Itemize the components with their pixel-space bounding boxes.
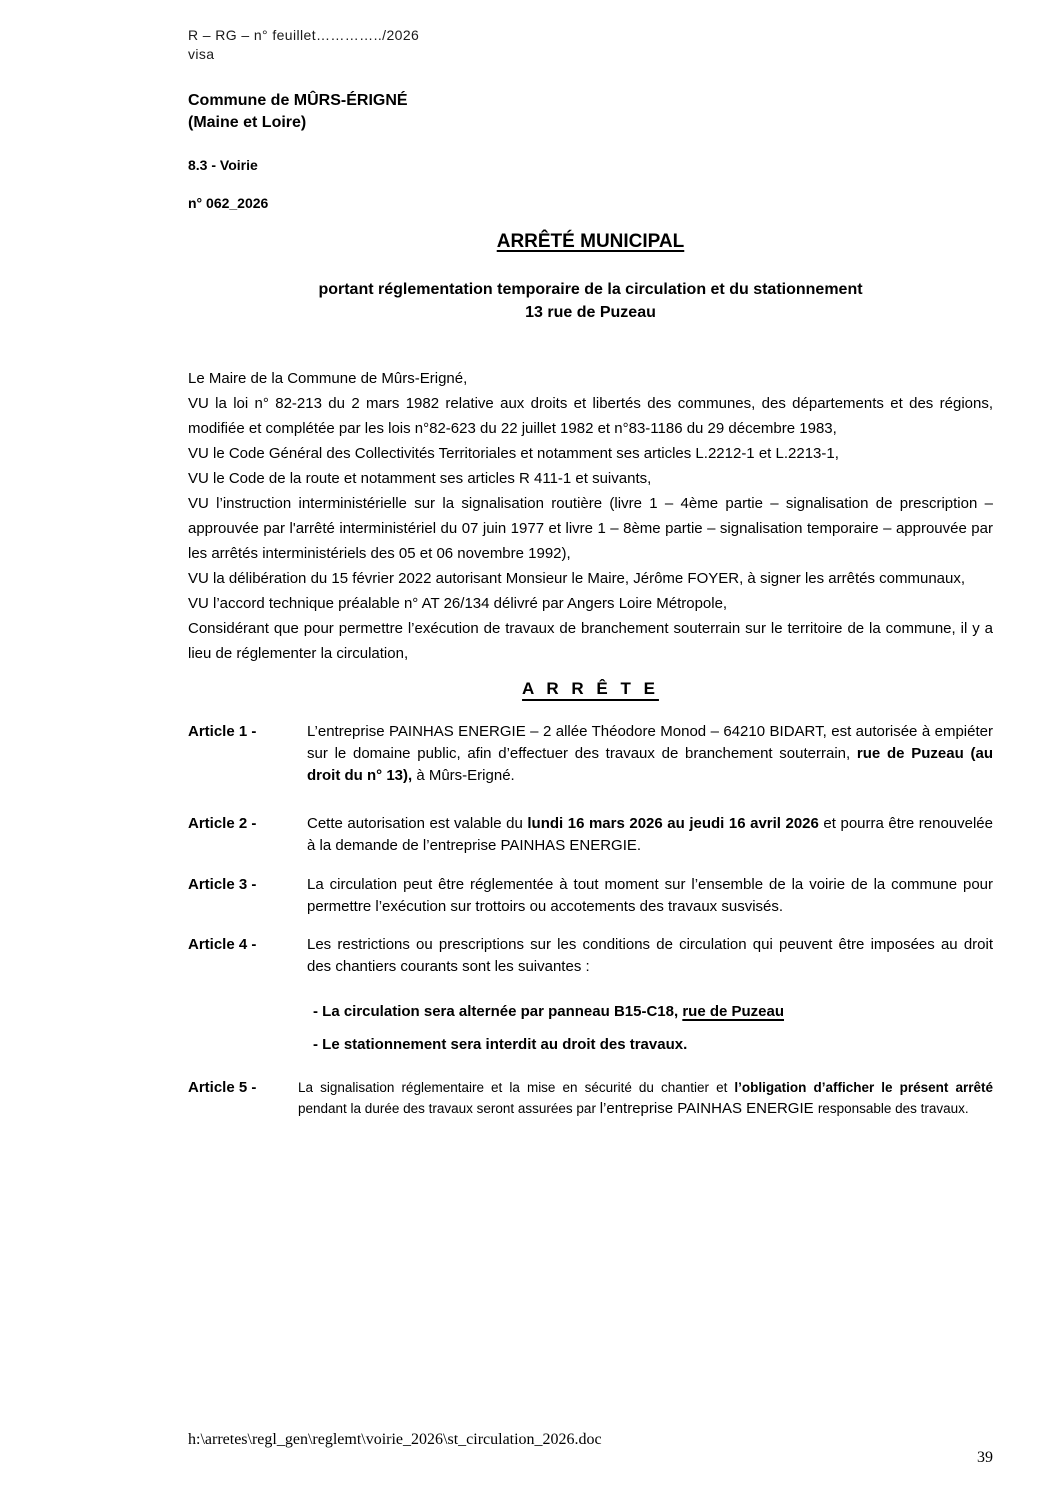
article-5-body xyxy=(298,1077,993,1119)
article-4-body xyxy=(307,934,993,1056)
bullet-1-street-underlined: rue de Puzeau xyxy=(682,1003,785,1020)
decree-subtitle xyxy=(188,278,993,324)
article-5-text-end: responsable des travaux. xyxy=(817,1101,969,1116)
subtitle-line-1: portant réglementation temporaire de la circulation et du stationnement xyxy=(318,281,863,298)
decree-number: n° 062_2026 xyxy=(188,195,269,211)
visa-label: visa xyxy=(188,46,215,62)
article-2 xyxy=(188,813,993,857)
article-4-label: Article 4 - xyxy=(188,936,257,953)
article-3-label: Article 3 - xyxy=(188,876,257,893)
footer-file-path: h:\arretes\regl_gen\reglemt\voirie_2026\st_circulation_2026.doc xyxy=(188,1431,602,1448)
preamble-intro: Le Maire de la Commune de Mûrs-Erigné, xyxy=(188,370,468,387)
department-name: (Maine et Loire) xyxy=(188,114,307,131)
vu-clause-accord-technique: VU l’accord technique préalable n° AT 26/134 délivré par Angers Loire Métropole, xyxy=(188,595,728,612)
article-2-text: Cette autorisation est valable du xyxy=(307,815,528,832)
article-4-text: Les restrictions ou prescriptions sur les conditions de circulation qui peuvent être imposées au droit des chantiers courants sont les suivantes : xyxy=(307,936,993,975)
article-5-text: La signalisation réglementaire et la mise en sécurité du chantier et xyxy=(298,1080,735,1095)
vu-clause-instruction: VU l’instruction interministérielle sur la signalisation routière (livre 1 – 4ème partie – signalisation de prescription – approuvée par l'arrêté interministériel du 07 juin 1977 et livre 1 – 8ème partie – signalisation temporaire – approuvée par les arrêtés interministériels des 05 et 06 novembre 1992), xyxy=(188,495,993,562)
page-number: 39 xyxy=(977,1449,993,1466)
commune-name: Commune de MÛRS-ÉRIGNÉ xyxy=(188,92,408,109)
decree-title xyxy=(188,230,993,254)
registry-reference-block xyxy=(188,0,993,64)
article-2-label: Article 2 - xyxy=(188,815,257,832)
considerant-clause: Considérant que pour permettre l’exécution de travaux de branchement souterrain sur le territoire de la commune, il y a lieu de réglementer la circulation, xyxy=(188,620,993,662)
bullet-circulation-alternee xyxy=(307,1001,993,1023)
article-5-text-mid: pendant la durée des travaux seront assurées par xyxy=(298,1101,600,1116)
preamble xyxy=(188,366,993,666)
article-1-label: Article 1 - xyxy=(188,723,257,740)
article-3 xyxy=(188,874,993,918)
article-2-body xyxy=(307,813,993,857)
decree-title-text: ARRÊTÉ MUNICIPAL xyxy=(496,231,685,252)
article-1-bold-street: rue de Puzeau (au droit du n° 13), xyxy=(307,745,993,784)
decree-heading xyxy=(188,678,993,700)
decree-heading-text: A R R Ê T E xyxy=(522,679,659,698)
vu-clause-code-route: VU le Code de la route et notamment ses articles R 411-1 et suivants, xyxy=(188,470,652,487)
document-content xyxy=(188,0,993,1119)
commune-block xyxy=(188,90,993,134)
article-1-text: L’entreprise PAINHAS ENERGIE – 2 allée Théodore Monod – 64210 BIDART, est autorisée à empiéter sur le domaine public, afin d’effectuer des travaux de branchement souterrain, xyxy=(307,723,993,762)
article-1-text-end: à Mûrs-Erigné. xyxy=(412,767,515,784)
article-5-bold-obligation: l’obligation d’afficher le présent arrêté xyxy=(734,1080,993,1095)
subtitle-line-2: 13 rue de Puzeau xyxy=(525,304,656,321)
article-5-label: Article 5 - xyxy=(188,1079,257,1096)
article-2-text-end: et pourra être renouvelée à la demande de l’entreprise PAINHAS ENERGIE. xyxy=(307,815,993,854)
article-4 xyxy=(188,934,993,1056)
vu-clause-deliberation: VU la délibération du 15 février 2022 autorisant Monsieur le Maire, Jérôme FOYER, à signer les arrêtés communaux, xyxy=(188,570,966,587)
article-5 xyxy=(188,1077,993,1119)
article-1 xyxy=(188,721,993,787)
vu-clause-law-1982: VU la loi n° 82-213 du 2 mars 1982 relative aux droits et libertés des communes, des départements et des régions, modifiée et complétée par les lois n°82-623 du 22 juillet 1982 et n°83-1186 du 29 décembre 1983, xyxy=(188,395,993,437)
article-3-body: La circulation peut être réglementée à tout moment sur l’ensemble de la voirie de la commune pour permettre l’exécution sur trottoirs ou accotements des travaux susvisés. xyxy=(307,876,993,915)
bullet-1-text: - La circulation sera alternée par panneau B15-C18, xyxy=(313,1003,683,1020)
article-5-company-name: l’entreprise PAINHAS ENERGIE xyxy=(599,1100,818,1117)
filing-category: 8.3 - Voirie xyxy=(188,157,258,173)
vu-clause-cgct: VU le Code Général des Collectivités Territoriales et notamment ses articles L.2212-1 et L.2213-1, xyxy=(188,445,839,462)
bullet-stationnement-interdit: - Le stationnement sera interdit au droit des travaux. xyxy=(313,1036,688,1053)
article-1-body xyxy=(307,721,993,787)
registry-ref-line: R – RG – n° feuillet…………../2026 xyxy=(188,27,420,43)
article-2-bold-dates: lundi 16 mars 2026 au jeudi 16 avril 2026 xyxy=(527,815,819,832)
